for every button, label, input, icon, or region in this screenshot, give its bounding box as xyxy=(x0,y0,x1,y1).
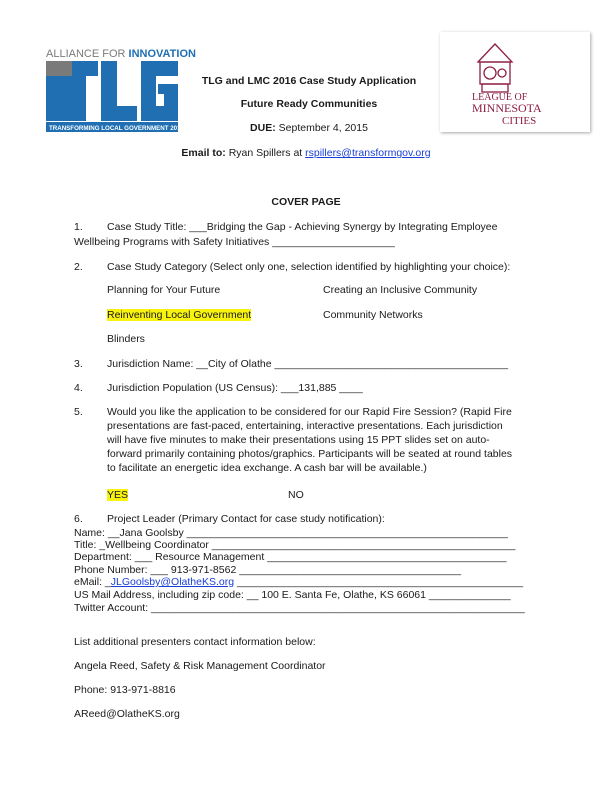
category-option-blinders: Blinders xyxy=(107,333,145,345)
q5-line2: presentations are fast-paced, entertaining, interactive presentations. Each jurisdiction xyxy=(107,420,503,432)
tlg-logo xyxy=(46,46,196,136)
q1-title-line2: Wellbeing Programs with Safety Initiatives _____________________ xyxy=(74,236,395,248)
leader-department: Department: ___ Resource Management _________________________________________ xyxy=(74,551,507,563)
rapid-fire-no: NO xyxy=(288,489,304,501)
q5-line3: will have five minutes to make their presentations using 15 PPT slides set on auto- xyxy=(107,434,490,446)
email-to-line xyxy=(0,147,612,159)
category-option-planning: Planning for Your Future xyxy=(107,284,221,296)
q5-number: 5. xyxy=(74,406,83,418)
q6-number: 6. xyxy=(74,513,83,525)
due-date-line xyxy=(188,122,430,134)
q5-line5: to facilitate an energetic idea exchange. A cash bar will be available.) xyxy=(107,462,427,474)
due-value: September 4, 2015 xyxy=(278,122,368,134)
additional-presenters-heading: List additional presenters contact information below: xyxy=(74,636,316,648)
q3-number: 3. xyxy=(74,358,83,370)
category-option-reinventing-selected: Reinventing Local Government xyxy=(107,309,252,321)
cover-page-title: COVER PAGE xyxy=(271,196,341,208)
q4-population: Jurisdiction Population (US Census): ___131,885 ____ xyxy=(107,382,363,394)
due-label: DUE: xyxy=(250,122,276,134)
tlg-logo-top-text: ALLIANCE FOR INNOVATION xyxy=(46,48,196,60)
leader-email-prefix: _ xyxy=(102,576,111,588)
q4-number: 4. xyxy=(74,382,83,394)
category-option-networks: Community Networks xyxy=(323,309,423,321)
tlg-logo-bottom-text: TRANSFORMING LOCAL GOVERNMENT 2016 xyxy=(49,125,184,132)
q6-text: Project Leader (Primary Contact for case study notification): xyxy=(107,513,385,525)
tlg-logo-graphic xyxy=(46,46,196,136)
additional-presenter-email: AReed@OlatheKS.org xyxy=(74,708,180,720)
q2-text: Case Study Category (Select only one, selection identified by highlighting your choice): xyxy=(107,261,511,273)
leader-email-suffix: _________________________________________________ xyxy=(234,576,524,588)
application-subtitle: Future Ready Communities xyxy=(240,98,378,110)
leader-title: Title: _Wellbeing Coordinator ____________________________________________________ xyxy=(74,539,516,551)
lmc-logo-line2: MINNESOTA xyxy=(472,101,542,115)
leader-email-link[interactable]: JLGoolsby@OlatheKS.org xyxy=(110,576,235,588)
email-to-label: Email to: xyxy=(181,147,226,159)
leader-email-line xyxy=(74,576,523,588)
lmc-logo-graphic xyxy=(440,32,590,132)
email-to-name: Ryan Spillers at xyxy=(228,147,303,159)
lmc-logo xyxy=(440,32,590,132)
leader-email-label: eMail: xyxy=(74,576,103,588)
rapid-fire-yes-selected: YES xyxy=(107,489,129,501)
lmc-logo-line3: CITIES xyxy=(502,115,537,127)
leader-twitter: Twitter Account: ________________________________________________________________ xyxy=(74,602,525,614)
lmc-logo-line1: LEAGUE OF xyxy=(472,92,528,103)
q3-jurisdiction-name: Jurisdiction Name: __City of Olathe ________________________________________ xyxy=(107,358,509,370)
leader-mail-address: US Mail Address, including zip code: __ 100 E. Santa Fe, Olathe, KS 66061 ______________ xyxy=(74,589,511,601)
additional-presenter-phone: Phone: 913-971-8816 xyxy=(74,684,176,696)
q5-line1: Would you like the application to be considered for our Rapid Fire Session? (Rapid Fire xyxy=(107,406,512,418)
leader-phone: Phone Number: ___ 913-971-8562 ______________________________________ xyxy=(74,564,462,576)
additional-presenter-name: Angela Reed, Safety & Risk Management Coordinator xyxy=(74,660,326,672)
q5-line4: forward primarily containing photos/graphics. Participants will be seated at round tables xyxy=(107,448,513,460)
leader-name: Name: __Jana Goolsby _______________________________________________________ xyxy=(74,527,508,539)
email-to-link[interactable]: rspillers@transformgov.org xyxy=(305,147,431,159)
q2-number: 2. xyxy=(74,261,83,273)
q1-number: 1. xyxy=(74,221,83,233)
q1-title-line1: Case Study Title: ___Bridging the Gap - Achieving Synergy by Integrating Employee xyxy=(107,221,498,233)
category-option-inclusive: Creating an Inclusive Community xyxy=(323,284,478,296)
application-title: TLG and LMC 2016 Case Study Application xyxy=(201,75,417,87)
